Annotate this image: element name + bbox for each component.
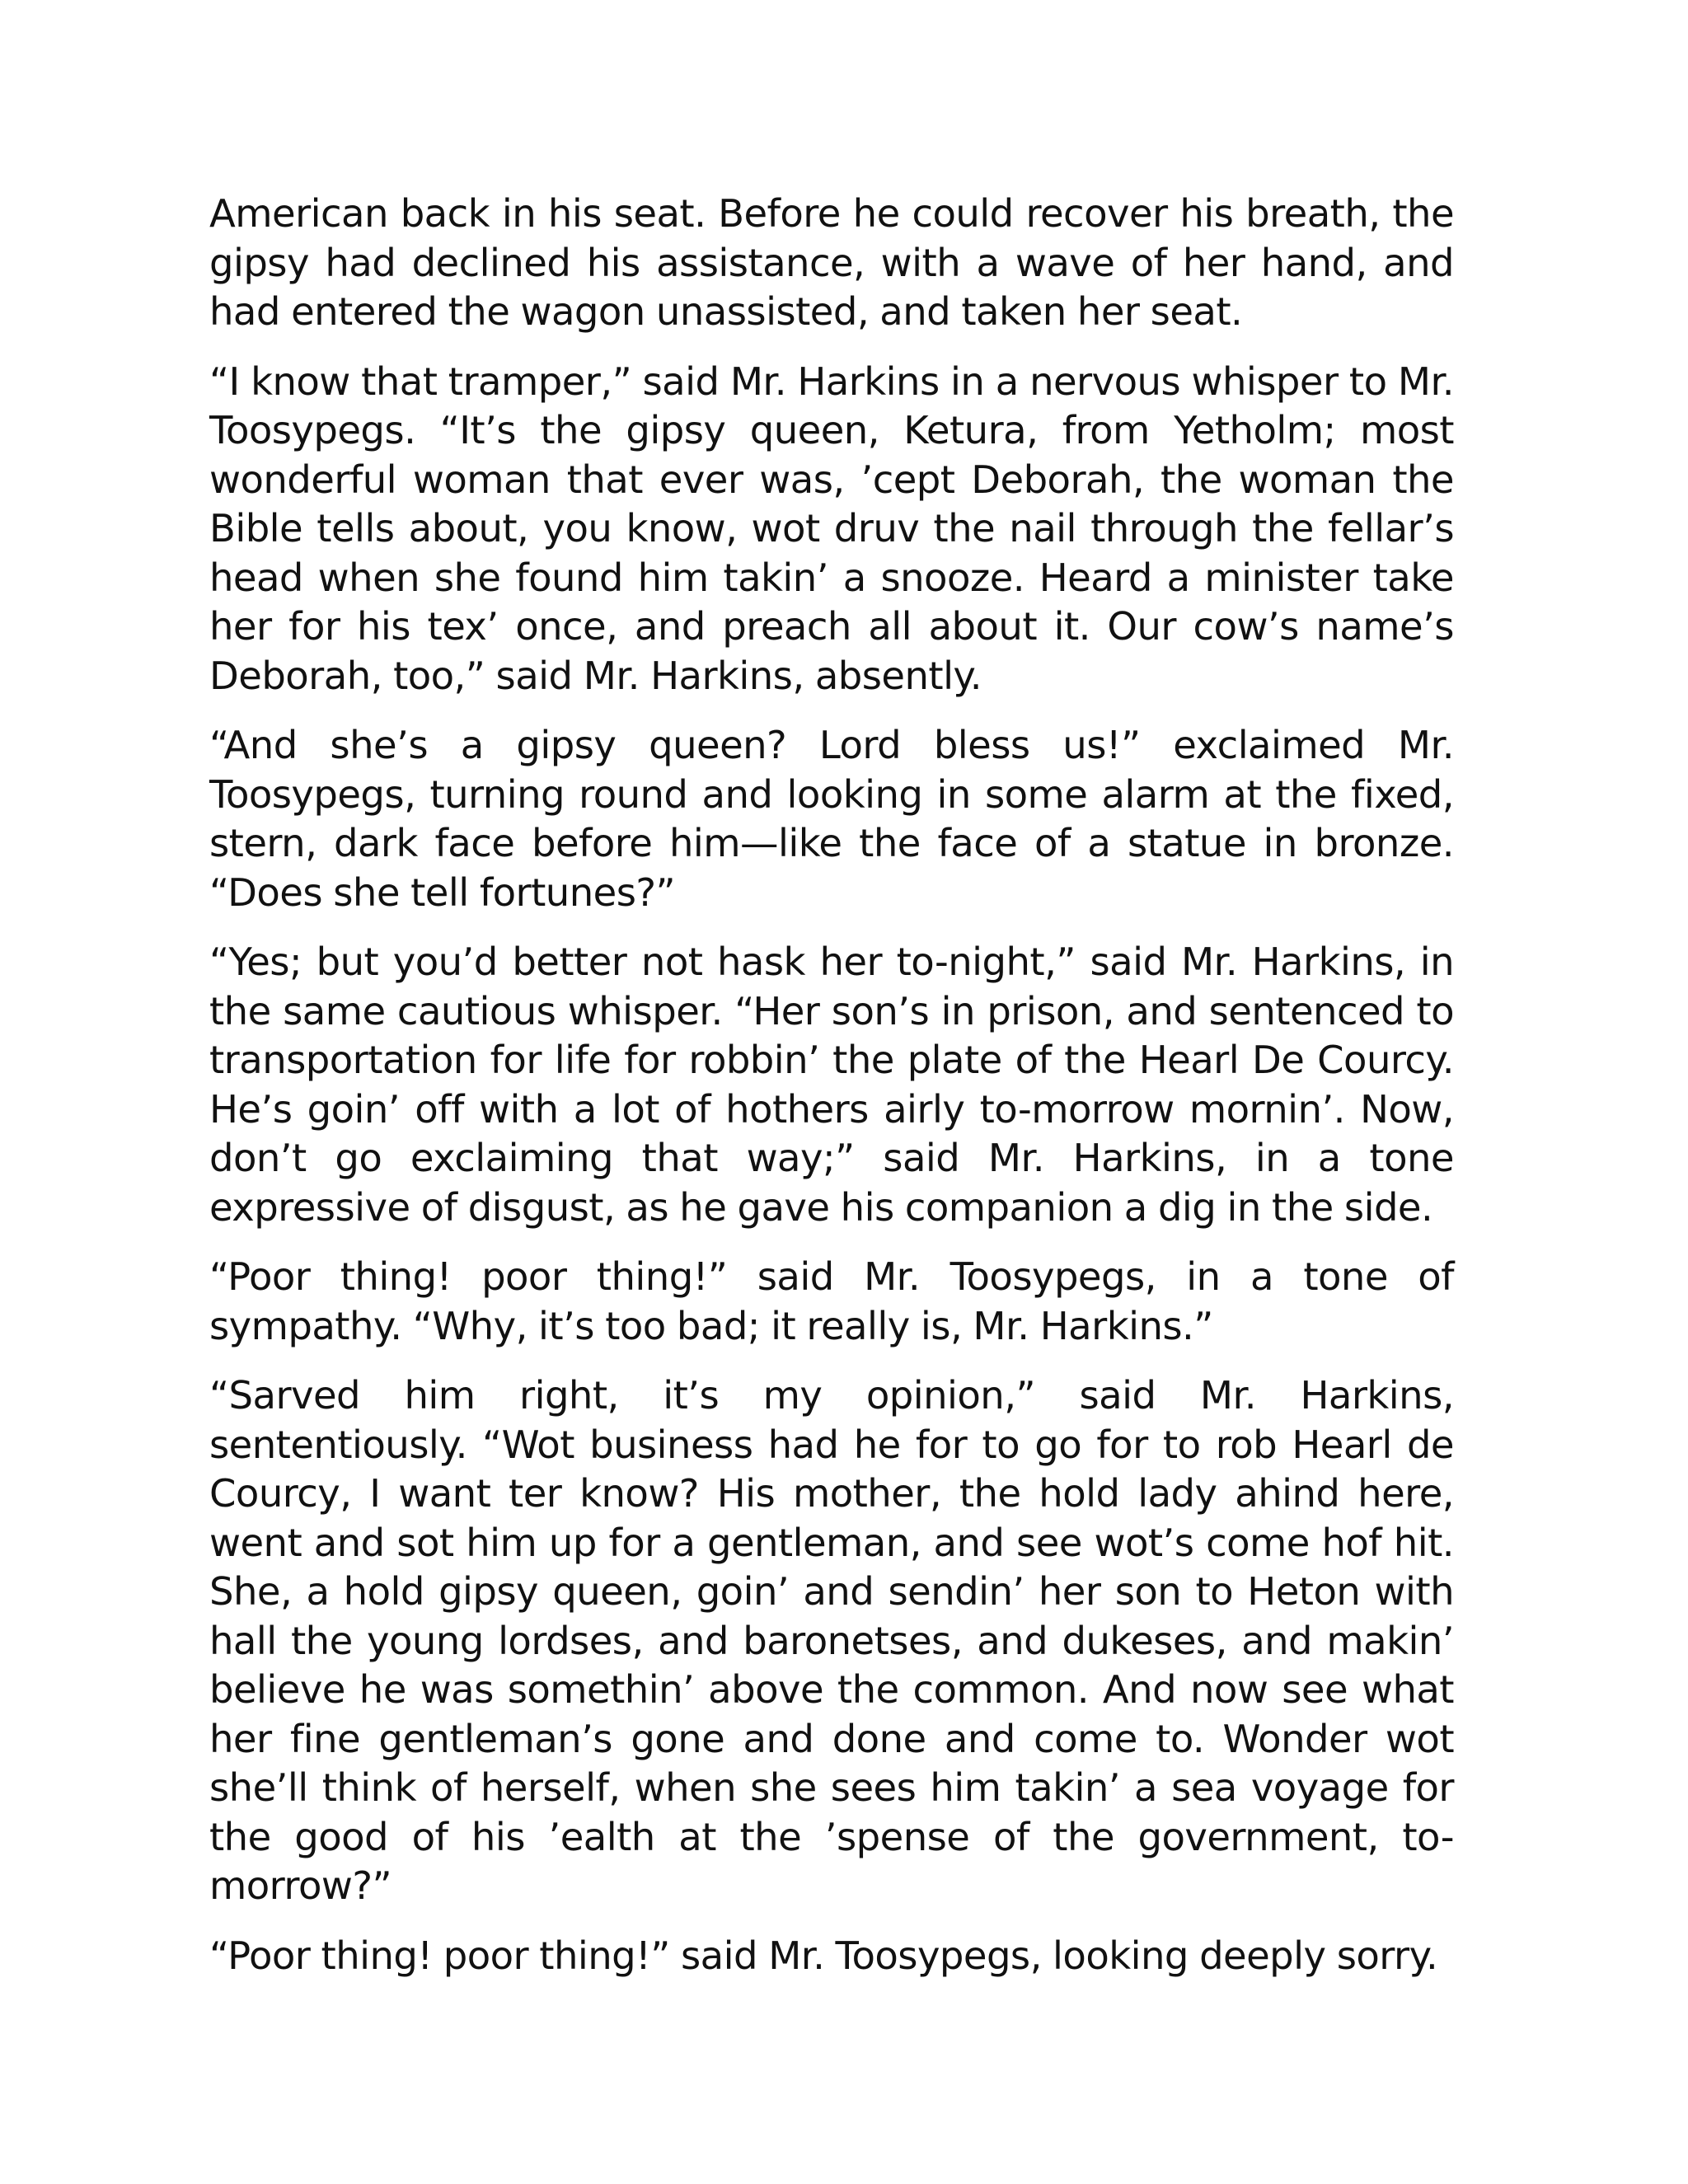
paragraph: “Poor thing! poor thing!” said Mr. Toosypegs, in a tone of sympathy. “Why, it’s too bad; it really is, Mr. Harkins.” <box>209 1254 1454 1348</box>
page-body <box>209 190 1454 2001</box>
paragraph: “Poor thing! poor thing!” said Mr. Toosypegs, looking deeply sorry. <box>209 1933 1438 1978</box>
paragraph: “Yes; but you’d better not hask her to-night,” said Mr. Harkins, in the same cautious whisper. “Her son’s in prison, and sentenced to transportation for life for robbin’ the plate of the Hearl De Courcy. He’s goin’ off with a lot of hothers airly to-morrow mornin’. Now, don’t go exclaiming that way;” said Mr. Harkins, in a tone expressive of disgust, as he gave his companion a dig in the side. <box>209 940 1454 1230</box>
paragraph: “And she’s a gipsy queen? Lord bless us!” exclaimed Mr. Toosypegs, turning round and looking in some alarm at the fixed, stern, dark face before him—like the face of a statue in bronze. “Does she tell fortunes?” <box>209 723 1454 915</box>
paragraph: “Sarved him right, it’s my opinion,” said Mr. Harkins, sententiously. “Wot business had he for to go for to rob Hearl de Courcy, I want ter know? His mother, the hold lady ahind here, went and sot him up for a gentleman, and see wot’s come hof hit. She, a hold gipsy queen, goin’ and sendin’ her son to Heton with hall the young lordses, and baronetses, and dukeses, and makin’ believe he was somethin’ above the common. And now see what her fine gentleman’s gone and done and come to. Wonder wot she’ll think of herself, when she sees him takin’ a sea voyage for the good of his ’ealth at the ’spense of the government, to-morrow?” <box>209 1373 1454 1908</box>
paragraph: “I know that tramper,” said Mr. Harkins in a nervous whisper to Mr. Toosypegs. “It’s the gipsy queen, Ketura, from Yetholm; most wonderful woman that ever was, ’cept Deborah, the woman the Bible tells about, you know, wot druv the nail through the fellar’s head when she found him takin’ a snooze. Heard a minister take her for his tex’ once, and preach all about it. Our cow’s name’s Deborah, too,” said Mr. Harkins, absently. <box>209 359 1454 698</box>
paragraph: American back in his seat. Before he could recover his breath, the gipsy had declined his assistance, with a wave of her hand, and had entered the wagon unassisted, and taken her seat. <box>209 191 1454 334</box>
